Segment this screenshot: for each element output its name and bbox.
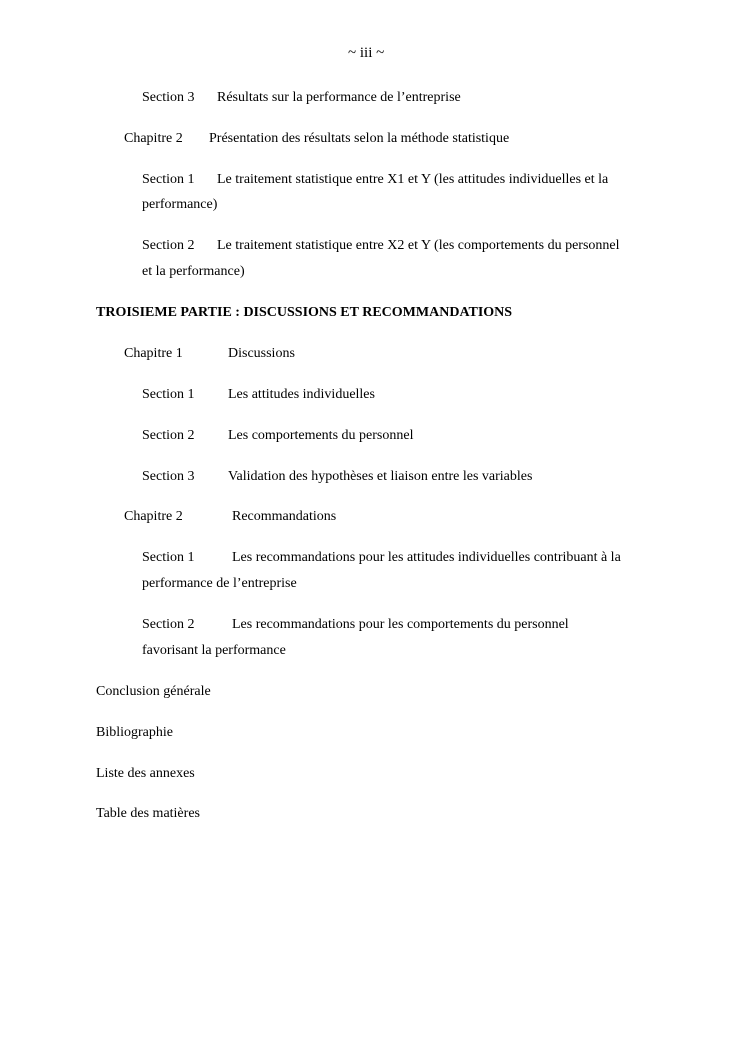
toc-entry-label: Section 2 bbox=[142, 238, 195, 253]
toc-entry-title: Le traitement statistique entre X1 et Y (les attitudes individuelles et la bbox=[217, 172, 609, 187]
toc-entry-title: Les recommandations pour les comportements du personnel bbox=[232, 617, 569, 632]
toc-entry-title: Les comportements du personnel bbox=[228, 428, 414, 443]
toc-entry-title: Les recommandations pour les attitudes individuelles contribuant à la bbox=[232, 550, 621, 565]
toc-entry-title-continuation: et la performance) bbox=[142, 264, 245, 279]
toc-entry-title: Présentation des résultats selon la méthode statistique bbox=[209, 131, 510, 146]
toc-entry-title: Le traitement statistique entre X2 et Y (les comportements du personnel bbox=[217, 238, 620, 253]
toc-entry-label: Section 1 bbox=[142, 550, 195, 565]
toc-entry-label: Chapitre 2 bbox=[124, 131, 183, 146]
toc-entry-annexes[interactable]: Liste des annexes bbox=[96, 766, 195, 781]
toc-entry-label: Section 1 bbox=[142, 387, 195, 402]
toc-entry-label: Chapitre 2 bbox=[124, 509, 183, 524]
toc-entry-title-continuation: favorisant la performance bbox=[142, 643, 286, 658]
toc-entry-label: Section 2 bbox=[142, 428, 195, 443]
toc-entry-title: Les attitudes individuelles bbox=[228, 387, 375, 402]
toc-entry-conclusion[interactable]: Conclusion générale bbox=[96, 684, 211, 699]
toc-entry-bibliography[interactable]: Bibliographie bbox=[96, 725, 173, 740]
toc-entry-title: Validation des hypothèses et liaison entre les variables bbox=[228, 469, 533, 484]
toc-entry-title: Résultats sur la performance de l’entreprise bbox=[217, 90, 461, 105]
toc-entry-title-continuation: performance de l’entreprise bbox=[142, 576, 297, 591]
toc-entry-label: Chapitre 1 bbox=[124, 346, 183, 361]
toc-entry-label: Section 2 bbox=[142, 617, 195, 632]
toc-entry-label: Section 3 bbox=[142, 469, 195, 484]
toc-entry-table-of-contents[interactable]: Table des matières bbox=[96, 806, 200, 821]
toc-entry-label: Section 1 bbox=[142, 172, 195, 187]
toc-entry-title: Discussions bbox=[228, 346, 295, 361]
toc-entry-label: Section 3 bbox=[142, 90, 195, 105]
toc-entry-title-continuation: performance) bbox=[142, 197, 218, 212]
page-number: ~ iii ~ bbox=[348, 45, 385, 61]
toc-part-3-heading[interactable]: TROISIEME PARTIE : DISCUSSIONS ET RECOMMANDATIONS bbox=[96, 305, 513, 320]
toc-entry-title: Recommandations bbox=[232, 509, 337, 524]
